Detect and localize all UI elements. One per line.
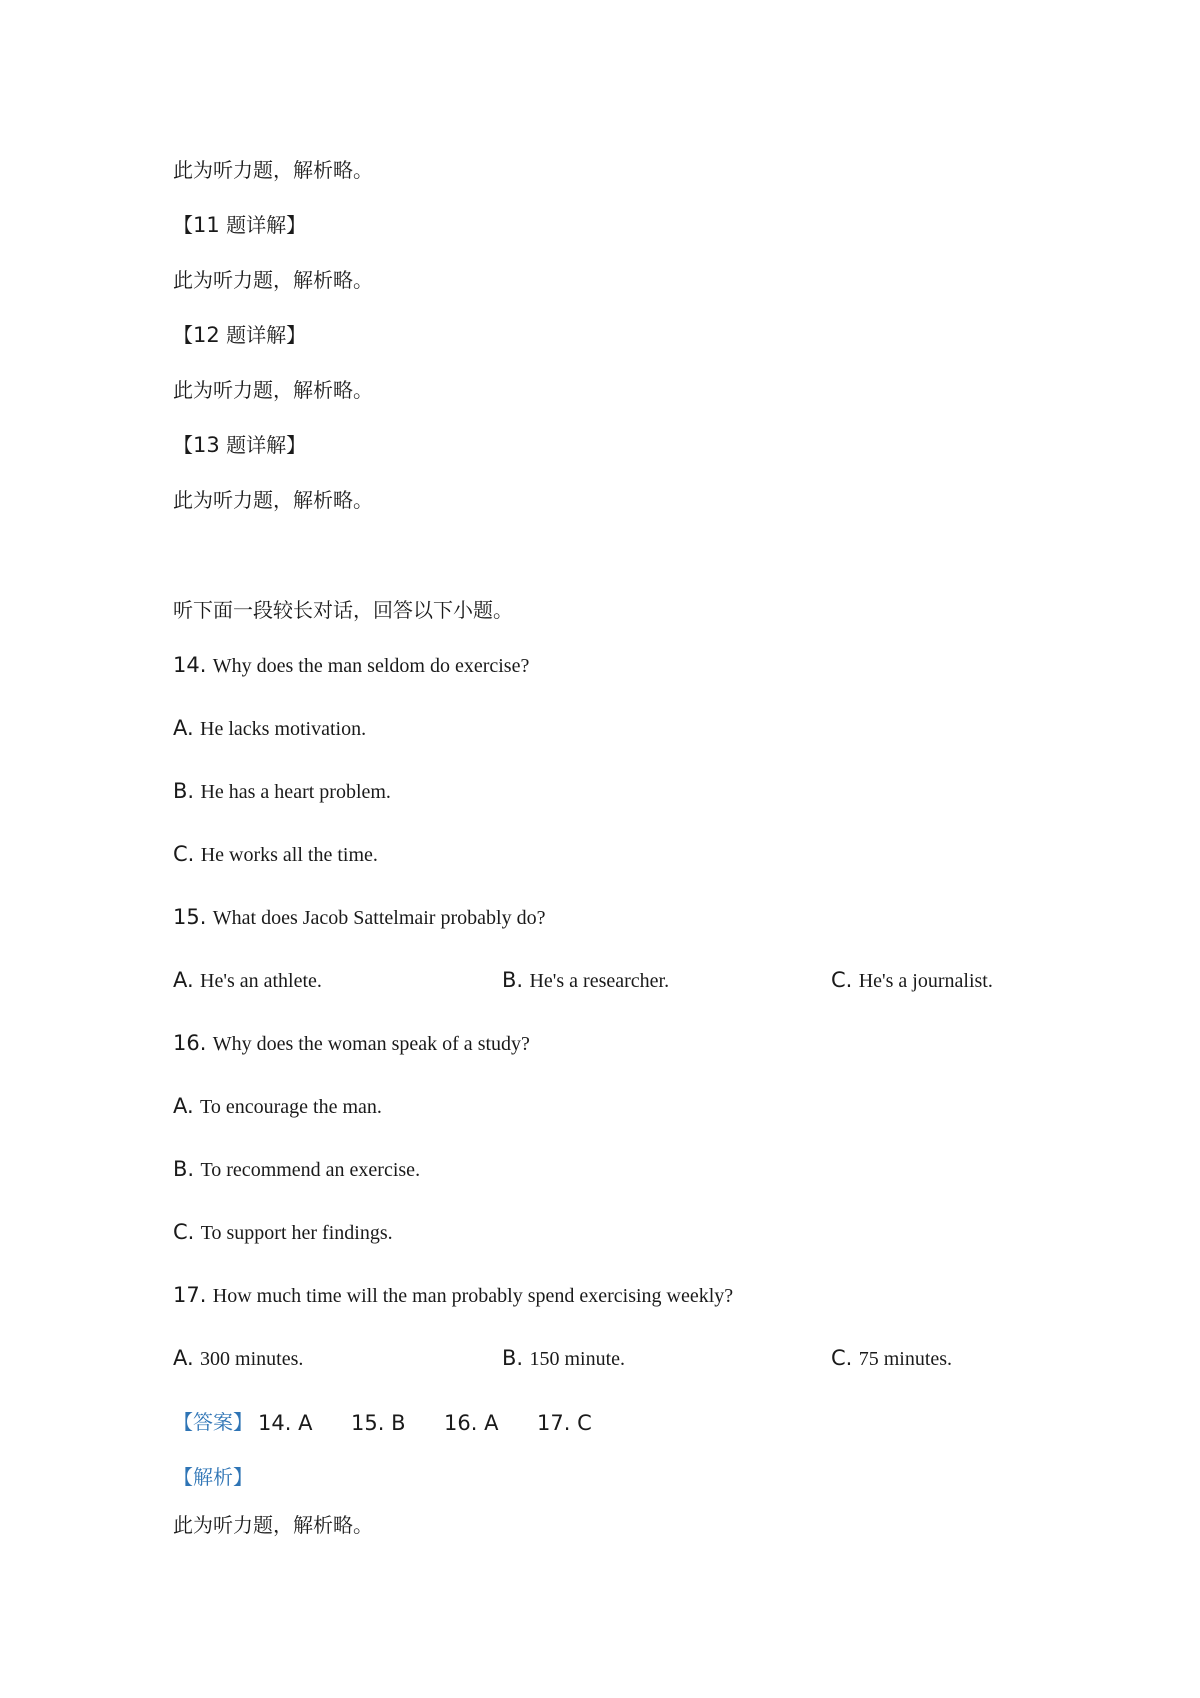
question-16: 16. Why does the woman speak of a study? (173, 1031, 530, 1055)
option-14-c: C. He works all the time. (173, 842, 378, 866)
question-15: 15. What does Jacob Sattelmair probably do? (173, 905, 546, 929)
section-heading: 【13 题详解】 (173, 433, 307, 457)
option-16-a: A. To encourage the man. (173, 1094, 382, 1118)
answer-17: 17. C (537, 1411, 592, 1435)
option-16-b: B. To recommend an exercise. (173, 1157, 421, 1181)
analysis-text: 此为听力题，解析略。 (173, 1513, 373, 1537)
option-16-c: C. To support her findings. (173, 1220, 393, 1244)
option-14-b: B. He has a heart problem. (173, 779, 391, 803)
option-15-a: A. He's an athlete. (173, 968, 322, 992)
answer-15: 15. B (351, 1411, 406, 1435)
section-heading: 【11 题详解】 (173, 213, 307, 237)
section-text: 此为听力题，解析略。 (173, 488, 373, 512)
analysis-label: 【解析】 (173, 1465, 253, 1489)
question-17: 17. How much time will the man probably spend exercising weekly? (173, 1283, 734, 1307)
option-14-a: A. He lacks motivation. (173, 716, 367, 740)
option-17-b: B. 150 minute. (502, 1346, 625, 1370)
option-15-b: B. He's a researcher. (502, 968, 670, 992)
option-17-c: C. 75 minutes. (831, 1346, 953, 1370)
answer-14: 14. A (258, 1411, 313, 1435)
answer-16: 16. A (444, 1411, 499, 1435)
question-14: 14. Why does the man seldom do exercise? (173, 653, 530, 677)
section-text: 此为听力题，解析略。 (173, 158, 373, 182)
answer-label: 【答案】 (173, 1410, 253, 1434)
option-17-a: A. 300 minutes. (173, 1346, 304, 1370)
section-text: 此为听力题，解析略。 (173, 268, 373, 292)
option-15-c: C. He's a journalist. (831, 968, 993, 992)
section-text: 此为听力题，解析略。 (173, 378, 373, 402)
instruction: 听下面一段较长对话，回答以下小题。 (173, 598, 513, 622)
section-heading: 【12 题详解】 (173, 323, 307, 347)
